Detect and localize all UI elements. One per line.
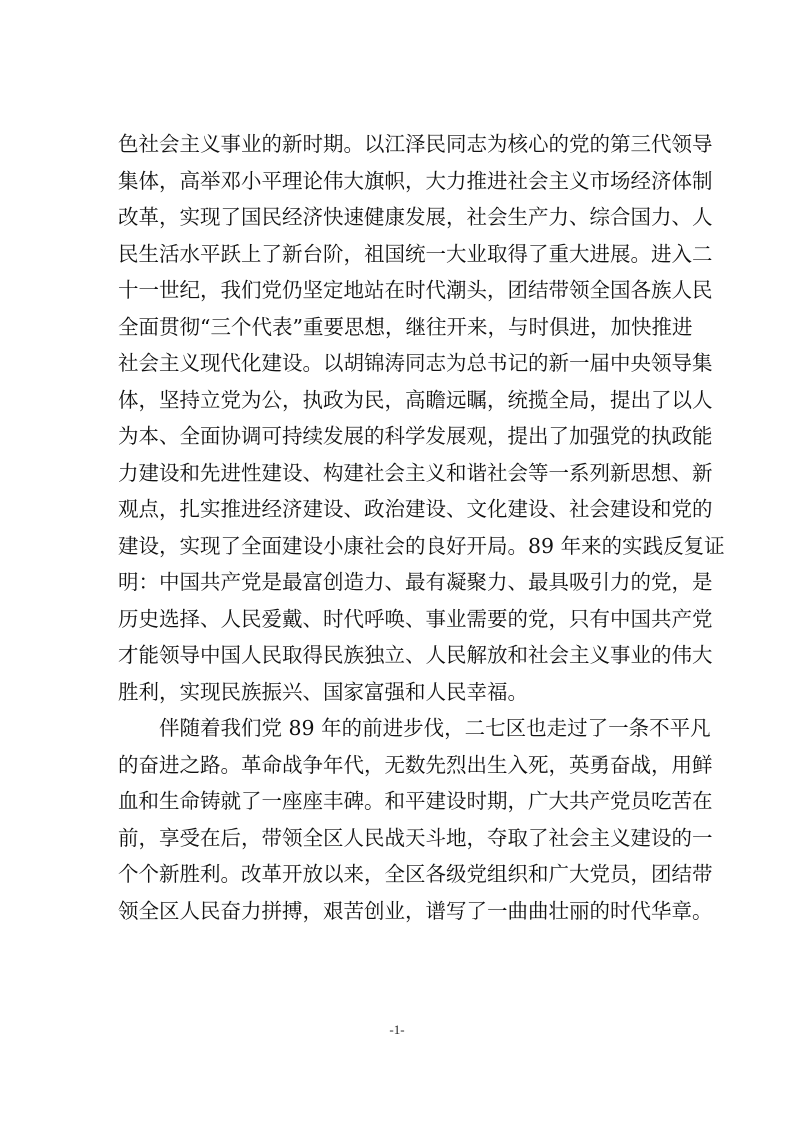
text-line: 改革，实现了国民经济快速健康发展，社会生产力、综合国力、人 [118,205,713,229]
text-line: 建设，实现了全面建设小康社会的良好开局。89 年来的实践反复证 [118,533,725,558]
text-line: 明：中国共产党是最富创造力、最有凝聚力、最具吸引力的党，是 [118,570,713,594]
text-line: 全面贯彻“三个代表”重要思想，继往开来，与时俱进，加快推进 [118,314,693,339]
text-line: 领全区人民奋力拼搏，艰苦创业，谱写了一曲曲壮丽的时代华章。 [118,898,713,923]
text-line: 力建设和先进性建设、构建社会主义和谐社会等一系列新思想、新 [118,460,713,485]
text-line: 为本、全面协调可持续发展的科学发展观，提出了加强党的执政能 [118,424,713,448]
paragraph-1 [118,126,725,710]
text-line: 血和生命铸就了一座座丰碑。和平建设时期，广大共产党员吃苦在 [118,789,713,813]
text-line: 历史选择、人民爱戴、时代呼唤、事业需要的党，只有中国共产党 [118,606,713,631]
text-line: 胜利，实现民族振兴、国家富强和人民幸福。 [118,679,528,704]
text-line: 伴随着我们党 89 年的前进步伐，二七区也走过了一条不平凡 [159,716,711,740]
text-line: 集体，高举邓小平理论伟大旗帜，大力推进社会主义市场经济体制 [118,168,713,193]
text-line: 观点，扎实推进经济建设、政治建设、文化建设、社会建设和党的 [118,497,713,521]
text-line: 体，坚持立党为公，执政为民，高瞻远瞩，统揽全局，提出了以人 [118,387,713,412]
text-line: 才能领导中国人民取得民族独立、人民解放和社会主义事业的伟大 [118,643,713,667]
text-line: 十一世纪，我们党仍坚定地站在时代潮头，团结带领全国各族人民 [118,278,713,302]
text-line: 民生活水平跃上了新台阶，祖国统一大业取得了重大进展。进入二 [118,241,713,266]
text-line: 前，享受在后，带领全区人民战天斗地，夺取了社会主义建设的一 [118,825,713,850]
body-text [118,126,725,929]
text-line: 社会主义现代化建设。以胡锦涛同志为总书记的新一届中央领导集 [118,351,713,375]
page-number: -1- [389,1022,405,1037]
paragraph-2 [118,710,713,929]
text-line: 个个新胜利。改革开放以来，全区各级党组织和广大党员，团结带 [118,862,713,886]
text-line: 色社会主义事业的新时期。以江泽民同志为核心的党的第三代领导 [118,132,713,156]
text-line: 的奋进之路。革命战争年代，无数先烈出生入死，英勇奋战，用鲜 [118,752,713,777]
